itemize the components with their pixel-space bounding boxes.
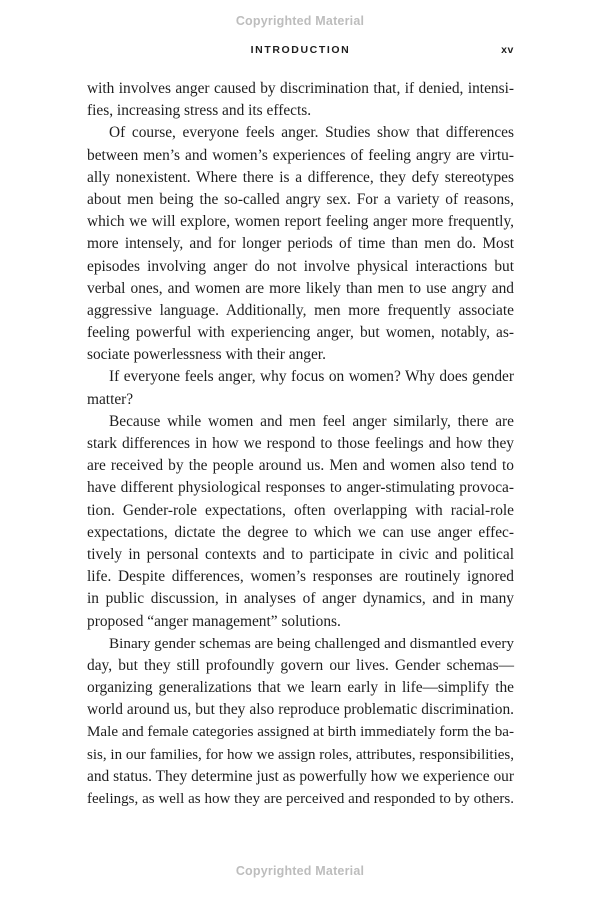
text-line: life. Despite differences, women’s responses are routinely ignored [87, 568, 514, 586]
text-line: Because while women and men feel anger similarly, there are [109, 412, 514, 430]
text-line: which we will explore, women report feeling anger more frequently, [87, 213, 514, 231]
text-line: expectations, dictate the degree to which we can use anger effec- [87, 523, 514, 541]
running-head-title: INTRODUCTION [250, 44, 351, 56]
text-line: and status. They determine just as powerfully how we experience our [87, 767, 514, 785]
text-line: between men’s and women’s experiences of feeling angry are virtu- [87, 146, 514, 164]
text-line: Male and female categories assigned at birth immediately form the ba- [87, 724, 514, 741]
text-line: tively in personal contexts and to participate in civic and political [87, 545, 514, 563]
text-line: sis, in our families, for how we assign roles, attributes, responsibilities, [87, 746, 514, 763]
text-line: feeling powerful with experiencing anger, but women, notably, as- [87, 324, 514, 342]
text-line: with involves anger caused by discrimination that, if denied, intensi- [87, 80, 514, 97]
text-line: sociate powerlessness with their anger. [87, 346, 326, 364]
text-line: fies, increasing stress and its effects. [87, 102, 312, 120]
text-line: about men being the so-called angry sex. For a variety of reasons, [87, 190, 514, 208]
text-line: day, but they still profoundly govern our lives. Gender schemas— [87, 656, 514, 674]
text-line: more intensely, and for longer periods of time than men do. Most [87, 235, 514, 253]
text-line: episodes involving anger do not involve physical interactions but [87, 257, 514, 275]
text-line: proposed “anger management” solutions. [87, 612, 341, 630]
text-line: stark differences in how we respond to those feelings and how they [87, 435, 514, 452]
text-line: aggressive language. Additionally, men more frequently associate [87, 301, 514, 319]
body-text [87, 78, 514, 810]
page-number: xv [501, 44, 514, 56]
text-line: If everyone feels anger, why focus on women? Why does gender [109, 368, 514, 386]
watermark-top: Copyrighted Material [235, 14, 365, 28]
text-line: ally nonexistent. Where there is a difference, they defy stereotypes [87, 168, 514, 186]
text-line: Of course, everyone feels anger. Studies show that differences [109, 124, 514, 142]
text-line: tion. Gender-role expectations, often overlapping with racial-role [87, 501, 514, 519]
text-line: world around us, but they also reproduce problematic discrimination. [87, 701, 514, 719]
text-line: have different physiological responses to anger-stimulating provoca- [87, 479, 514, 497]
text-line: feelings, as well as how they are perceived and responded to by others. [87, 791, 514, 807]
text-line: organizing generalizations that we learn early in life—simplify the [87, 679, 514, 697]
running-head [87, 44, 514, 60]
text-line: Binary gender schemas are being challenged and dismantled every [109, 634, 514, 652]
text-line: are received by the people around us. Men and women also tend to [87, 457, 514, 475]
text-line: verbal ones, and women are more likely than men to use angry and [87, 279, 514, 297]
text-line: matter? [87, 390, 134, 408]
text-line: in public discussion, in analyses of anger dynamics, and in many [87, 590, 514, 608]
watermark-bottom: Copyrighted Material [235, 864, 365, 878]
